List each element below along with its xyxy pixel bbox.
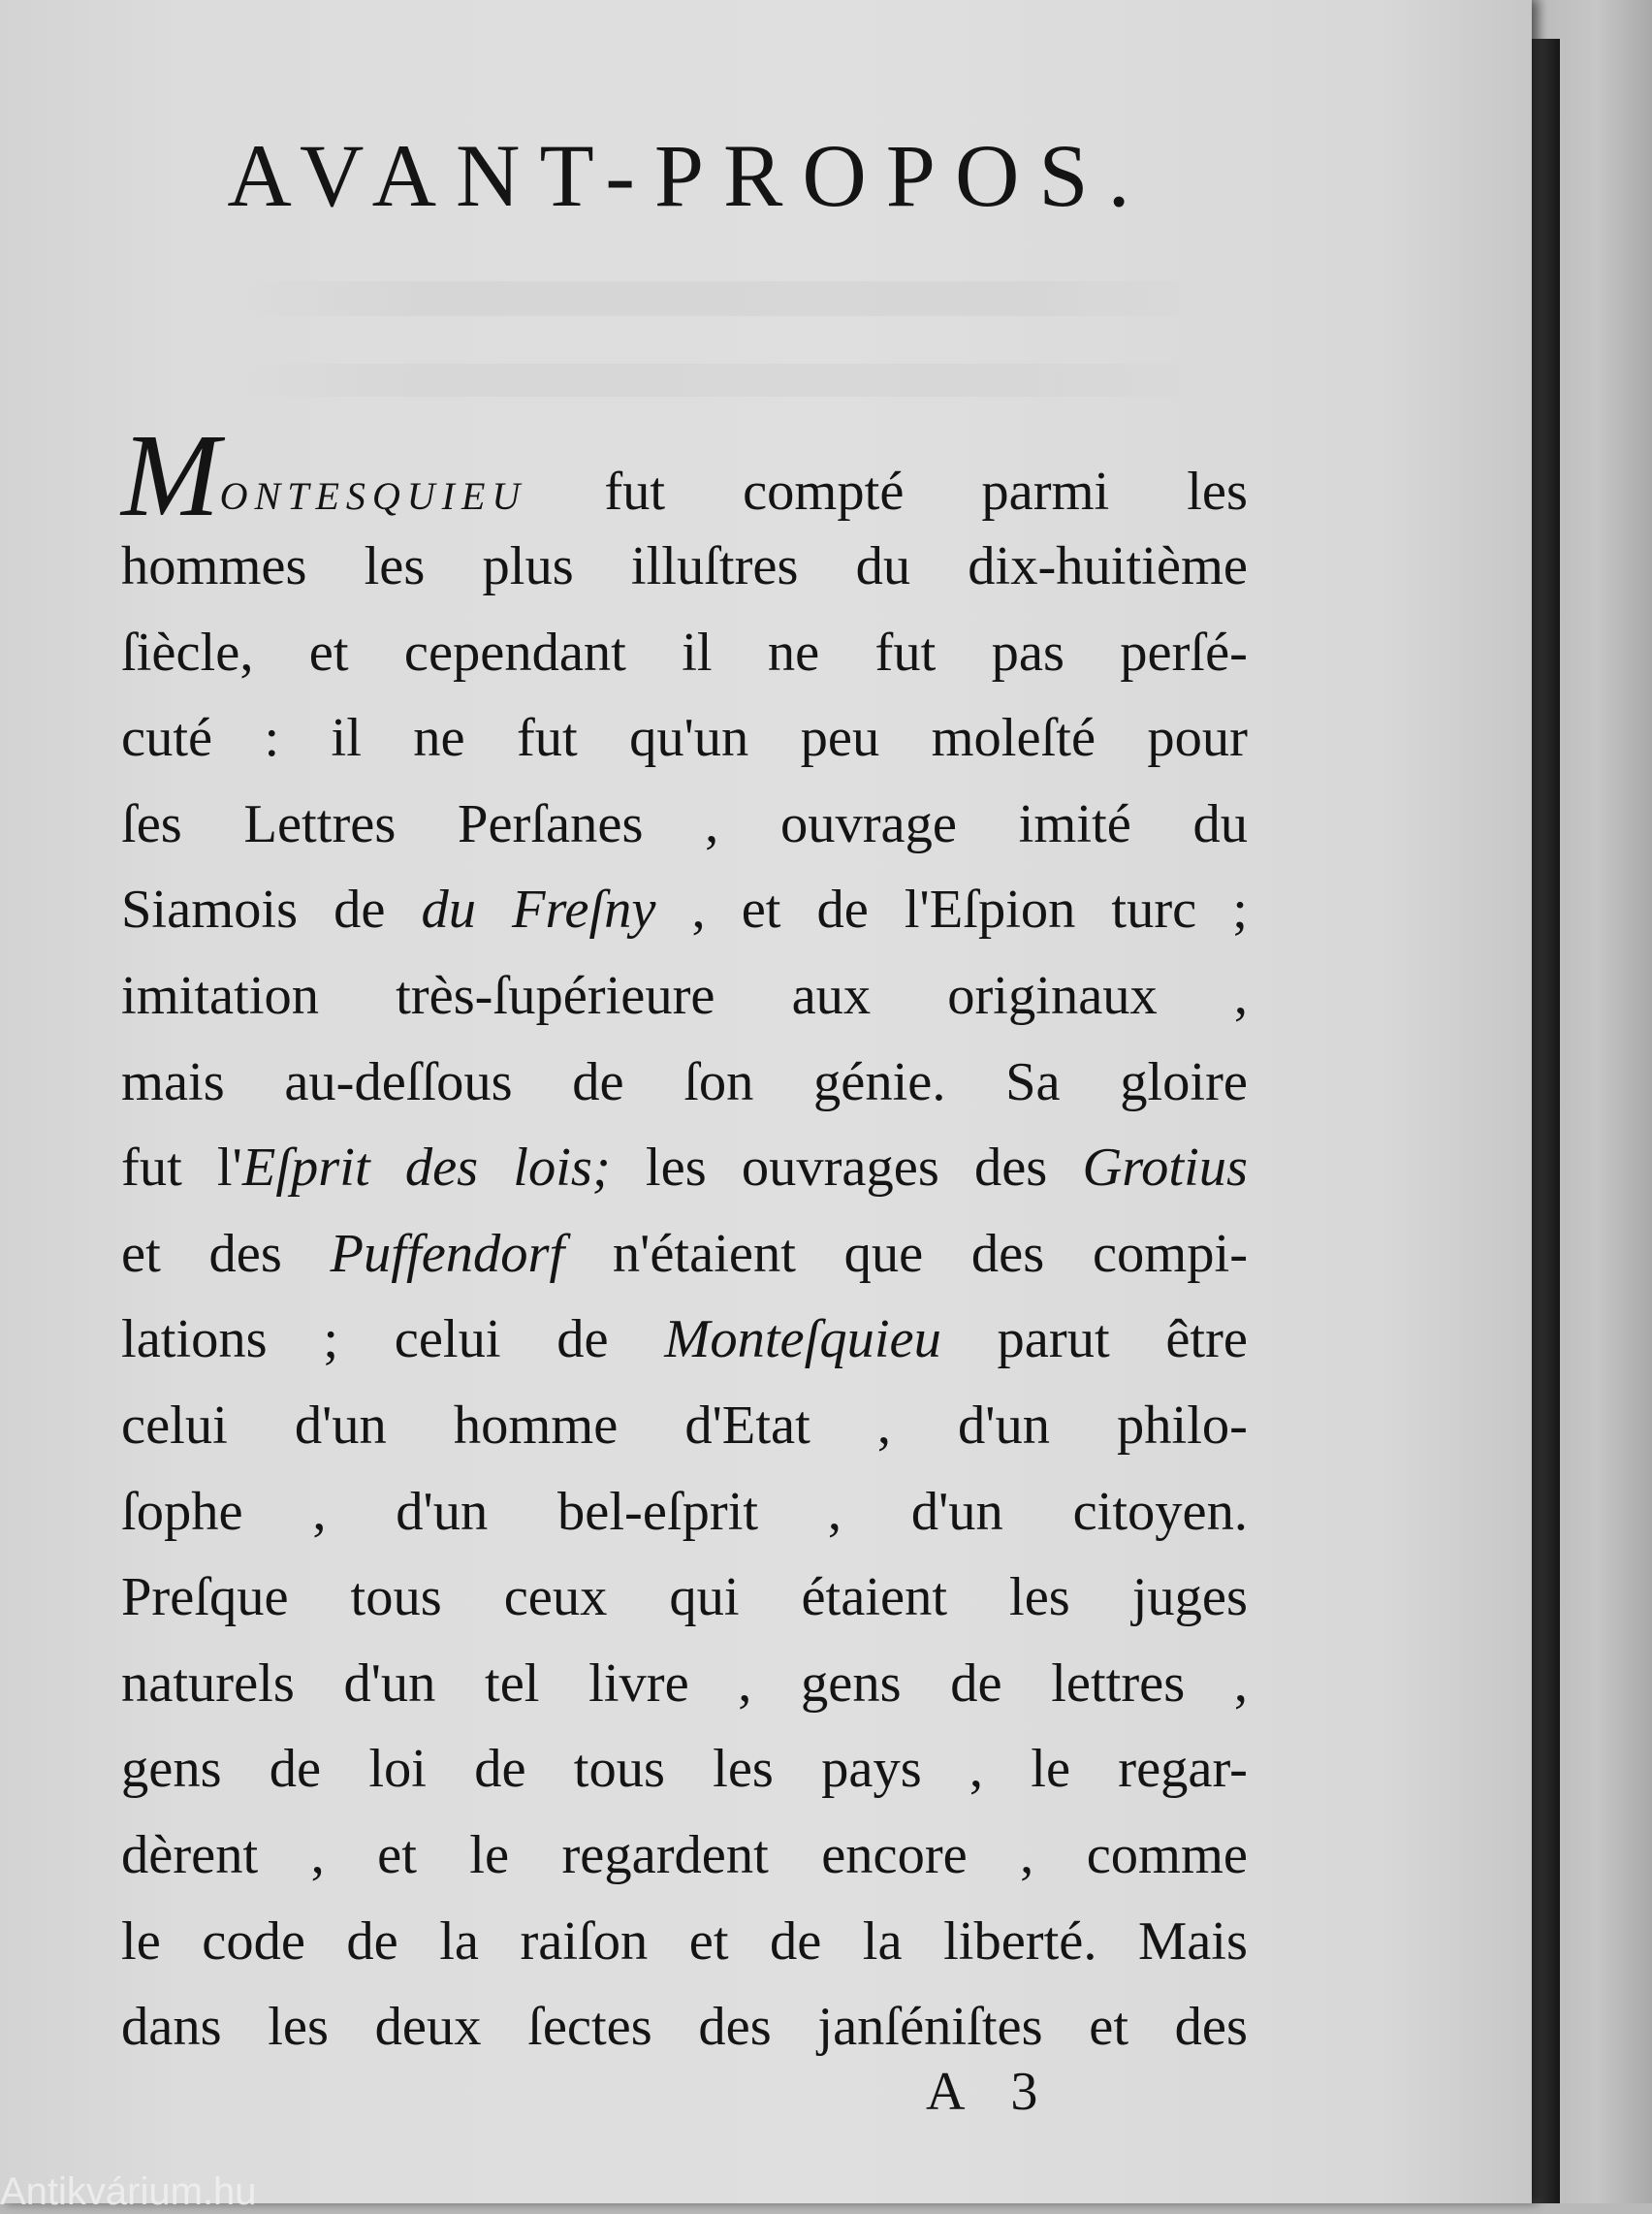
- text-line: dans les deux ſectes des janſéniſtes et des: [121, 1997, 1248, 2058]
- page-number: A 3: [926, 2062, 1056, 2122]
- text-line: cuté : il ne fut qu'un peu moleſté pour: [121, 708, 1248, 769]
- text-line: ſes Lettres Perſanes , ouvrage imité du: [121, 793, 1248, 854]
- italic-name: Monteſquieu: [664, 1309, 941, 1370]
- text-line-content: Siamois de: [121, 880, 386, 941]
- text-line: Preſque tous ceux qui étaient les juges: [121, 1567, 1248, 1628]
- drop-cap: M: [121, 410, 220, 541]
- show-through-decoration: [223, 281, 1222, 316]
- show-through-decoration: [223, 364, 1222, 397]
- text-line: [121, 410, 1248, 541]
- text-line: mais au-deſſous de ſon génie. Sa gloire: [121, 1051, 1248, 1112]
- italic-name: du Freſny: [421, 880, 656, 941]
- text-line: imitation très-ſupérieure aux originaux ,: [121, 965, 1248, 1026]
- text-line-content: et des: [121, 1223, 282, 1284]
- page-title: AVANT-PROPOS.: [227, 126, 1150, 225]
- small-caps-name: ONTESQUIEU: [219, 474, 527, 518]
- italic-name: Puffendorf: [330, 1223, 565, 1284]
- text-line: le code de la raiſon et de la liberté. Mais: [121, 1910, 1248, 1972]
- text-line: dèrent , et le regardent encore , comme: [121, 1824, 1248, 1885]
- text-line: ſiècle, et cependant il ne fut pas perſé-: [121, 622, 1248, 683]
- text-line: [121, 867, 1248, 953]
- body-text: [121, 410, 1249, 2070]
- watermark: Antikvárium.hu: [0, 2170, 257, 2213]
- text-line: hommes les plus illuſtres du dix-huitième: [121, 536, 1248, 596]
- text-line: ſophe , d'un bel-eſprit , d'un citoyen.: [121, 1481, 1248, 1542]
- text-line-content: , et de l'Eſpion turc ;: [691, 880, 1248, 941]
- text-line: gens de loi de tous les pays , le regar-: [121, 1739, 1248, 1800]
- italic-title: Eſprit des lois;: [241, 1138, 611, 1199]
- text-line-content: lations ; celui de: [121, 1309, 609, 1370]
- text-line-content: fut compté parmi les: [604, 462, 1248, 522]
- italic-name: Grotius: [1082, 1138, 1249, 1199]
- text-line-content: fut l': [121, 1138, 242, 1199]
- text-line-content: les ouvrages des: [645, 1138, 1048, 1199]
- text-line: celui d'un homme d'Etat , d'un philo-: [121, 1395, 1248, 1456]
- text-line: [121, 1211, 1248, 1298]
- text-line: [121, 1125, 1248, 1211]
- text-line-content: parut être: [997, 1309, 1249, 1370]
- text-line: naturels d'un tel livre , gens de lettres ,: [121, 1652, 1248, 1714]
- text-line: [121, 1297, 1248, 1383]
- text-line-content: n'étaient que des compi-: [612, 1223, 1249, 1284]
